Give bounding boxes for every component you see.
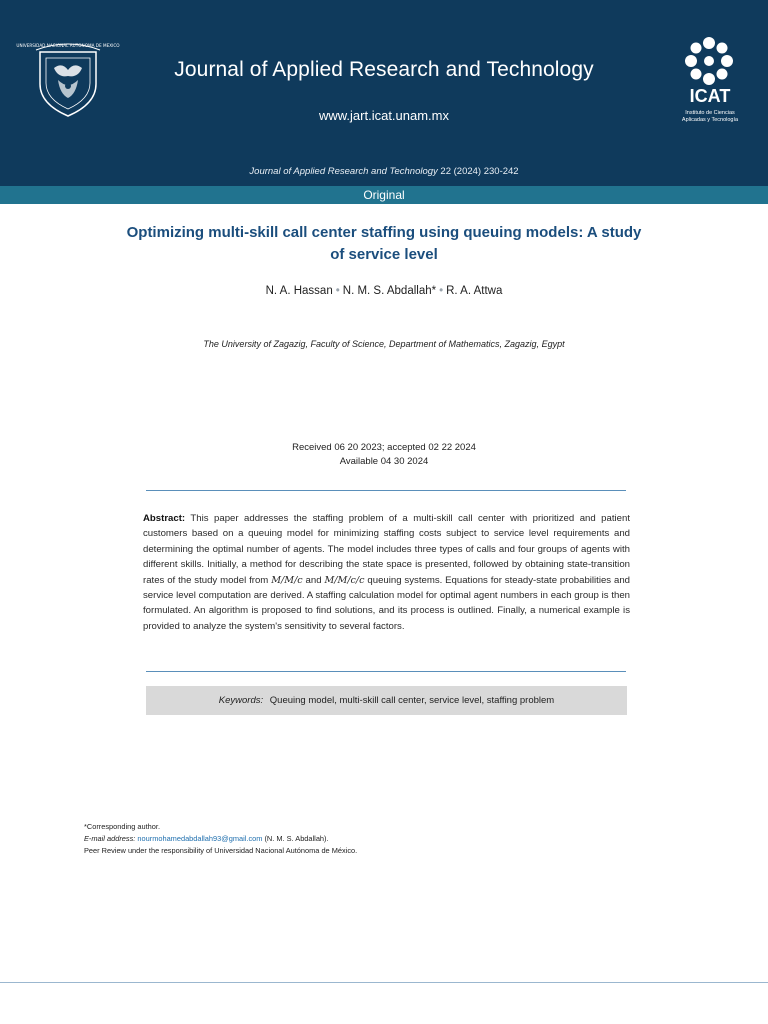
author-name: R. A. Attwa [446,285,503,297]
affiliation: The University of Zagazig, Faculty of Science, Department of Mathematics, Zagazig, Egypt [203,339,565,349]
section-label-bar: Original [0,186,768,204]
article-title: Optimizing multi-skill call center staffing using queuing models: A study of service level [126,224,642,263]
divider-top [146,490,626,491]
citation-line [0,166,768,177]
abstract: Abstract: This paper addresses the staffing problem of a multi-skill call center with prioritized and patient customers based on a queuing model for minimizing staffing costs subject to service level requirements and determining the optimal number of agents. The model includes three types of calls and four groups of agents with different skills. Initially, a method for describing the state space is presented, followed by obtaining state-transition rates of the study model from M/M/c and M/M/c/c queuing systems. Equations for steady-state probabilities and service level computation are derived. A staffing calculation model for optimal agent numbers in each group is then formulated. An algorithm is proposed to find solutions, and its process is outlined. Finally, a numerical example is provided to analyze the system's sensitivity to several factors. [143,513,630,632]
keywords-label: Keywords: [218,695,264,706]
icat-flower-icon [684,36,734,86]
peer-review-note: Peer Review under the responsibility of Universidad Nacional Autónoma de México. [84,846,358,855]
icat-logo [680,36,740,140]
journal-url-link[interactable]: www.jart.icat.unam.mx [318,108,450,123]
email-note: E-mail address: nourmohamedabdallah93@gmail.com (N. M. S. Abdallah). [84,834,329,843]
page-bottom-rule [0,982,768,983]
citation-journal: Journal of Applied Research and Technology [249,166,438,177]
keywords-box [146,686,627,715]
keywords-text: Queuing model, multi-skill call center, service level, staffing problem [269,695,555,706]
author-name: N. A. Hassan [265,285,333,297]
journal-title: Journal of Applied Research and Technology [174,58,594,81]
math-mmc: M/M/c [271,574,303,586]
svg-text:UNIVERSIDAD NACIONAL AUTONOMA: UNIVERSIDAD NACIONAL AUTONOMA DE MEXICO [16,43,120,48]
icat-name: ICAT [689,86,731,106]
author-name: N. M. S. Abdallah* [342,285,437,297]
abstract-label: Abstract: [143,513,186,524]
citation-volume: 22 (2024) 230-242 [437,166,519,177]
available-date: Available 04 30 2024 [339,456,429,467]
author-separator: • [439,285,444,297]
author-separator: • [335,285,340,297]
article-dates [0,441,768,469]
received-date: Received 06 20 2023; accepted 02 22 2024 [292,442,476,453]
corresponding-note: *Corresponding author. [84,822,161,831]
author-list [0,285,768,297]
icat-subtitle: Instituto de Ciencias Aplicadas y Tecnología [681,110,739,123]
divider-bottom [146,671,626,672]
footnotes [84,821,584,857]
email-link[interactable]: nourmohamedabdallah93@gmail.com [137,834,263,843]
math-mmcc: M/M/c/c [324,574,365,586]
journal-header [0,0,768,186]
